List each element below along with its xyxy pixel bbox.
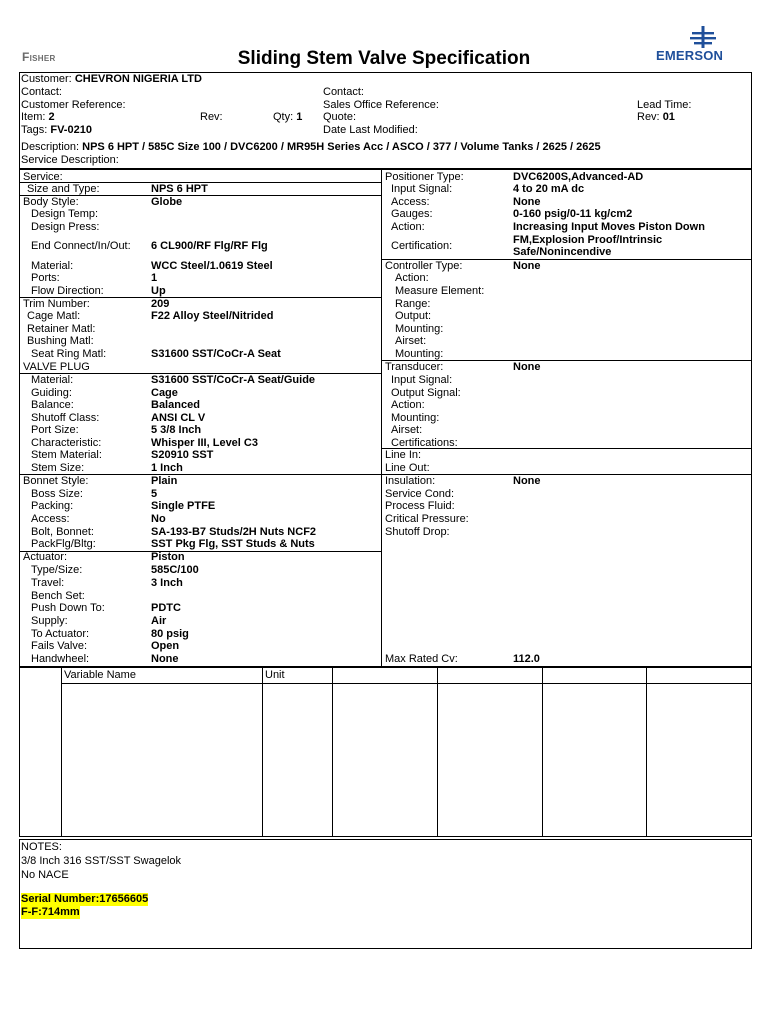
left-spec-value: Whisper III, Level C3 (151, 437, 258, 449)
face-to-face-note: F-F:714mm (21, 906, 80, 918)
right-spec-label: Controller Type: (385, 260, 463, 272)
right-spec-label: Process Fluid: (385, 500, 455, 512)
left-spec-value: 1 Inch (151, 462, 183, 474)
left-spec-label: Characteristic: (31, 437, 102, 449)
right-spec-label: Access: (391, 196, 430, 208)
right-spec-label: Mounting: (395, 323, 444, 335)
row-divider (19, 551, 381, 552)
right-spec-label: Output: (395, 310, 432, 322)
right-spec-value: None (513, 361, 541, 373)
left-spec-value: SST Pkg Flg, SST Studs & Nuts (151, 538, 315, 550)
row-divider (381, 474, 752, 475)
left-spec-label: Boss Size: (31, 488, 83, 500)
variable-name-header: Variable Name (64, 669, 136, 681)
qty-field: Qty: 1 (273, 111, 303, 123)
right-spec-label: Airset: (395, 335, 427, 347)
left-spec-value: Balanced (151, 399, 200, 411)
left-spec-value: No (151, 513, 166, 525)
left-spec-value: 3 Inch (151, 577, 183, 589)
row-divider (19, 195, 381, 196)
left-spec-label: Material: (31, 374, 74, 386)
right-spec-label: Mounting: (395, 348, 444, 360)
tags-field: Tags: FV-0210 (21, 124, 92, 136)
right-spec-value: FM,Explosion Proof/Intrinsic (513, 234, 663, 246)
left-spec-label: Seat Ring Matl: (31, 348, 107, 360)
left-spec-label: Cage Matl: (27, 310, 81, 322)
left-spec-value: Single PTFE (151, 500, 216, 512)
right-spec-value: None (513, 196, 541, 208)
fisher-logo: Fisher (22, 50, 56, 64)
left-spec-label: To Actuator: (31, 628, 90, 640)
left-spec-value: F22 Alloy Steel/Nitrided (151, 310, 274, 322)
left-spec-value: S31600 SST/CoCr-A Seat/Guide (151, 374, 316, 386)
right-spec-value: Increasing Input Moves Piston Down (513, 221, 705, 233)
row-divider (381, 448, 752, 449)
left-spec-value: S31600 SST/CoCr-A Seat (151, 348, 281, 360)
right-spec-label: Input Signal: (391, 374, 453, 386)
customer-field: Customer: CHEVRON NIGERIA LTD (21, 73, 202, 85)
table-col-line (262, 667, 263, 837)
left-spec-label: Type/Size: (31, 564, 83, 576)
service-description-label: Service Description: (21, 154, 119, 166)
left-spec-label: Material: (31, 260, 74, 272)
description-field: Description: NPS 6 HPT / 585C Size 100 / DVC6200 / MR95H Series Acc / ASCO / 377 / Volume Tanks / 2625 / 2625 (21, 141, 601, 153)
left-spec-value: Up (151, 285, 166, 297)
contact-label: Contact: (21, 86, 62, 98)
left-spec-value: 5 (151, 488, 158, 500)
table-col-line (61, 667, 62, 837)
row-divider (19, 182, 381, 183)
unit-header: Unit (265, 669, 285, 681)
right-spec-value: 0-160 psig/0-11 kg/cm2 (513, 208, 633, 220)
left-spec-label: Bonnet Style: (23, 475, 89, 487)
left-spec-label: Access: (31, 513, 70, 525)
contact2-label: Contact: (323, 86, 364, 98)
right-spec-label: Range: (395, 298, 431, 310)
right-spec-value-cont: Safe/Nonincendive (513, 246, 612, 258)
right-spec-label: Service Cond: (385, 488, 455, 500)
right-spec-label: Line Out: (385, 462, 430, 474)
table-col-line (646, 667, 647, 837)
left-spec-label: Supply: (31, 615, 68, 627)
row-divider (19, 373, 381, 374)
left-spec-label: Fails Valve: (31, 640, 88, 652)
sales-office-reference-label: Sales Office Reference: (323, 99, 439, 111)
right-spec-label: Critical Pressure: (385, 513, 469, 525)
right-spec-label: Certification: (391, 240, 453, 252)
variable-table (19, 667, 752, 837)
right-spec-label: Transducer: (385, 361, 444, 373)
right-spec-label: Action: (395, 272, 429, 284)
left-spec-label: Stem Material: (31, 449, 102, 461)
left-spec-value: SA-193-B7 Studs/2H Nuts NCF2 (151, 526, 317, 538)
left-spec-label: Body Style: (23, 196, 79, 208)
left-spec-value: 6 CL900/RF Flg/RF Flg (151, 240, 268, 252)
left-spec-value: Cage (151, 387, 178, 399)
left-spec-label: PackFlg/Bltg: (31, 538, 96, 550)
right-spec-value: 4 to 20 mA dc (513, 183, 585, 195)
left-spec-value: 585C/100 (151, 564, 199, 576)
left-spec-label: End Connect/In/Out: (31, 240, 131, 252)
rev2-field: Rev: 01 (637, 111, 675, 123)
left-spec-label: Handwheel: (31, 653, 90, 665)
left-spec-value: Open (151, 640, 180, 652)
right-spec-label: Action: (391, 221, 425, 233)
right-spec-value: DVC6200S,Advanced-AD (513, 171, 644, 183)
table-col-line (542, 667, 543, 837)
lead-time-label: Lead Time: (637, 99, 692, 111)
left-spec-value: NPS 6 HPT (151, 183, 208, 195)
right-spec-value: None (513, 475, 541, 487)
variable-table-header-line (61, 683, 752, 684)
left-spec-label: Trim Number: (23, 298, 90, 310)
rev-label: Rev: (200, 111, 223, 123)
row-divider (19, 297, 381, 298)
left-spec-value: Globe (151, 196, 183, 208)
left-spec-label: Ports: (31, 272, 60, 284)
right-spec-label: Airset: (391, 424, 423, 436)
note-line: 3/8 Inch 316 SST/SST Swagelok (21, 855, 181, 867)
right-spec-label: Max Rated Cv: (385, 653, 458, 665)
right-spec-label: Positioner Type: (385, 171, 464, 183)
right-spec-label: Gauges: (391, 208, 433, 220)
row-divider (381, 259, 752, 260)
left-spec-label: Retainer Matl: (27, 323, 96, 335)
note-line: No NACE (21, 869, 69, 881)
left-spec-label: Design Press: (31, 221, 100, 233)
right-spec-value: None (513, 260, 541, 272)
date-modified-label: Date Last Modified: (323, 124, 418, 136)
left-spec-value: Piston (151, 551, 185, 563)
left-spec-label: Travel: (31, 577, 65, 589)
left-spec-label: Guiding: (31, 387, 72, 399)
notes-label: NOTES: (21, 841, 62, 853)
left-spec-label: Port Size: (31, 424, 79, 436)
right-spec-label: Measure Element: (395, 285, 485, 297)
right-spec-value: 112.0 (513, 653, 540, 665)
left-spec-value: Plain (151, 475, 178, 487)
page-title: Sliding Stem Valve Specification (237, 48, 531, 69)
right-spec-label: Certifications: (391, 437, 458, 449)
left-spec-label: Design Temp: (31, 208, 99, 220)
left-spec-value: Air (151, 615, 167, 627)
item-field: Item: 2 (21, 111, 55, 123)
table-col-line (332, 667, 333, 837)
customer-reference-label: Customer Reference: (21, 99, 126, 111)
row-divider (19, 474, 381, 475)
left-spec-label: Packing: (31, 500, 74, 512)
left-spec-value: 5 3/8 Inch (151, 424, 202, 436)
left-spec-label: Bushing Matl: (27, 335, 94, 347)
table-col-line (437, 667, 438, 837)
left-spec-label: Balance: (31, 399, 74, 411)
right-spec-label: Output Signal: (391, 387, 461, 399)
left-spec-label: Shutoff Class: (31, 412, 100, 424)
left-spec-value: WCC Steel/1.0619 Steel (151, 260, 273, 272)
left-spec-label: Bolt, Bonnet: (31, 526, 94, 538)
left-spec-label: Size and Type: (27, 183, 100, 195)
left-spec-label: Bench Set: (31, 590, 85, 602)
left-spec-label: Stem Size: (31, 462, 85, 474)
right-spec-label: Shutoff Drop: (385, 526, 450, 538)
left-spec-value: 209 (151, 298, 170, 310)
row-divider (381, 360, 752, 361)
left-spec-value: 80 psig (151, 628, 189, 640)
serial-number-note: Serial Number:17656605 (21, 893, 149, 905)
quote-label: Quote: (323, 111, 357, 123)
left-spec-value: 1 (151, 272, 158, 284)
left-spec-label: Push Down To: (31, 602, 105, 614)
left-spec-label: Flow Direction: (31, 285, 104, 297)
right-spec-label: Mounting: (391, 412, 440, 424)
left-spec-label: Actuator: (23, 551, 68, 563)
left-spec-label: Service: (23, 171, 63, 183)
right-spec-label: Line In: (385, 449, 422, 461)
emerson-logo: EMERSON (656, 48, 724, 63)
left-spec-label: VALVE PLUG (23, 361, 90, 373)
right-spec-label: Insulation: (385, 475, 436, 487)
right-spec-label: Input Signal: (391, 183, 453, 195)
left-spec-value: S20910 SST (151, 449, 214, 461)
emerson-logo-icon (690, 26, 716, 48)
column-divider (381, 169, 382, 667)
left-spec-value: PDTC (151, 602, 181, 614)
right-spec-label: Action: (391, 399, 425, 411)
left-spec-value: None (151, 653, 179, 665)
left-spec-value: ANSI CL V (151, 412, 206, 424)
